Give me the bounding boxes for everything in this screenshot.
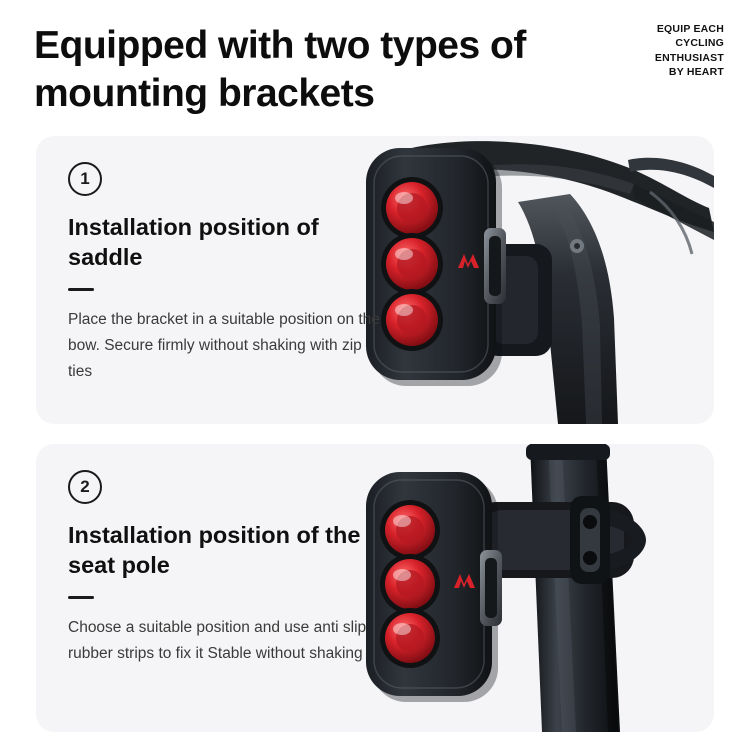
eyebrow-line-2: CYCLING	[675, 37, 724, 50]
eyebrow-line-3: ENTHUSIAST	[654, 51, 724, 64]
step-number-2: 2	[68, 470, 102, 504]
divider-rule	[68, 596, 94, 599]
divider-rule	[68, 288, 94, 291]
eyebrow-tagline	[655, 22, 724, 80]
instruction-card-seat-pole	[36, 444, 714, 732]
step-number-1: 1	[68, 162, 102, 196]
card-2-title: Installation position of the seat pole	[68, 522, 361, 579]
card-2-body: Choose a suitable position and use anti slip rubber strips to fix it Stable without shaking	[68, 619, 367, 662]
eyebrow-line-1: EQUIP EACH	[656, 23, 724, 35]
page-title: Equipped with two types of mounting brackets	[34, 24, 526, 115]
card-1-text	[36, 136, 396, 384]
card-1-title: Installation position of saddle	[68, 214, 319, 271]
card-1-body: Place the bracket in a suitable position on the bow. Secure firmly without shaking with zip ties	[68, 311, 380, 380]
card-2-text	[36, 444, 396, 667]
instruction-card-saddle	[36, 136, 714, 424]
eyebrow-line-4: BY HEART	[668, 66, 724, 79]
page-header	[0, 0, 750, 115]
